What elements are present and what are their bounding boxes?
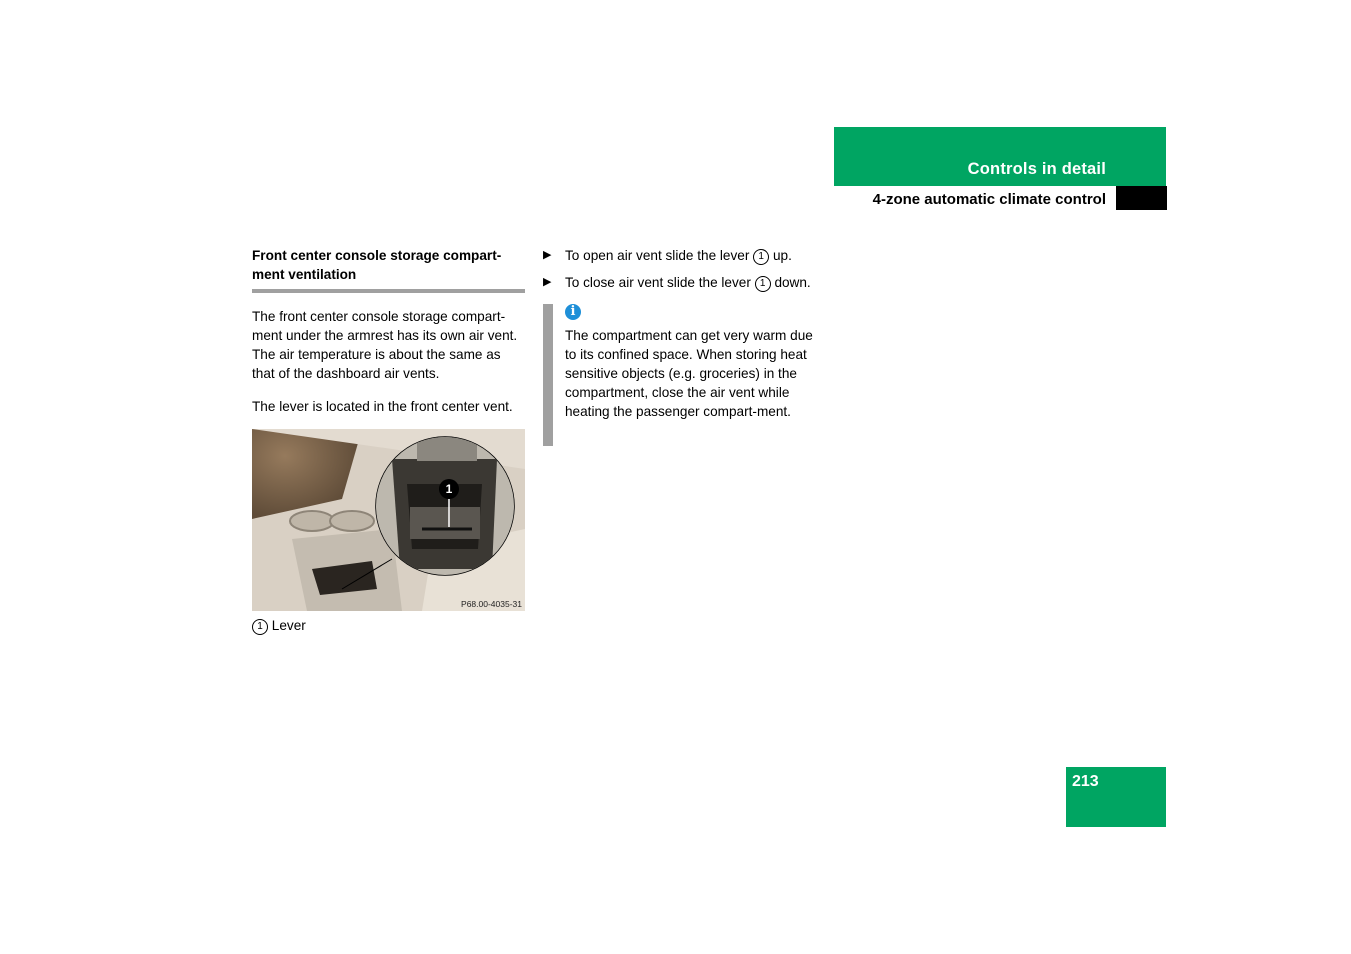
page-number-box (1066, 767, 1166, 827)
arrow-icon: ▶ (543, 276, 552, 288)
header-green-band (834, 127, 1166, 186)
caption-text: Lever (271, 618, 306, 634)
step-text: To open air vent slide the lever (565, 248, 750, 263)
figure-callout-number: 1 (445, 482, 453, 497)
location-paragraph: The lever is located in the front center vent. (252, 398, 513, 414)
step-number: 1 (753, 249, 769, 265)
right-column (543, 246, 823, 421)
arrow-icon: ▶ (543, 249, 552, 261)
section-heading: Front center console storage compart-ment ventilation (252, 248, 502, 282)
info-side-bar (543, 304, 553, 446)
section-title: Controls in detail (967, 160, 1106, 178)
figure-code: P68.00-4035-31 (461, 599, 522, 610)
info-note (543, 304, 823, 421)
subsection-title: 4-zone automatic climate control (872, 191, 1106, 208)
step-open (543, 246, 823, 265)
info-icon: i (565, 304, 581, 320)
step-text: To close air vent slide the lever (565, 275, 751, 290)
left-column (252, 246, 525, 635)
step-text-end: down. (774, 275, 811, 290)
step-number: 1 (755, 276, 771, 292)
step-text-end: up. (772, 248, 792, 263)
console-illustration (252, 429, 525, 611)
console-photo (252, 429, 525, 611)
heading-rule (252, 289, 525, 293)
figure-caption (252, 616, 525, 635)
step-close (543, 273, 823, 292)
intro-paragraph: The front center console storage compart-ment under the armrest has its own air vent. The air temperature is about the same as that of the dashboard air vents. (252, 309, 518, 381)
caption-number: 1 (252, 619, 268, 635)
info-text: The compartment can get very warm due to its confined space. When storing heat sensitive objects (e.g. groceries) in the compartment, close the air vent while heating the passenger compart-ment. (565, 328, 813, 419)
header-black-tab (1116, 186, 1167, 210)
page-number: 213 (1072, 773, 1099, 790)
